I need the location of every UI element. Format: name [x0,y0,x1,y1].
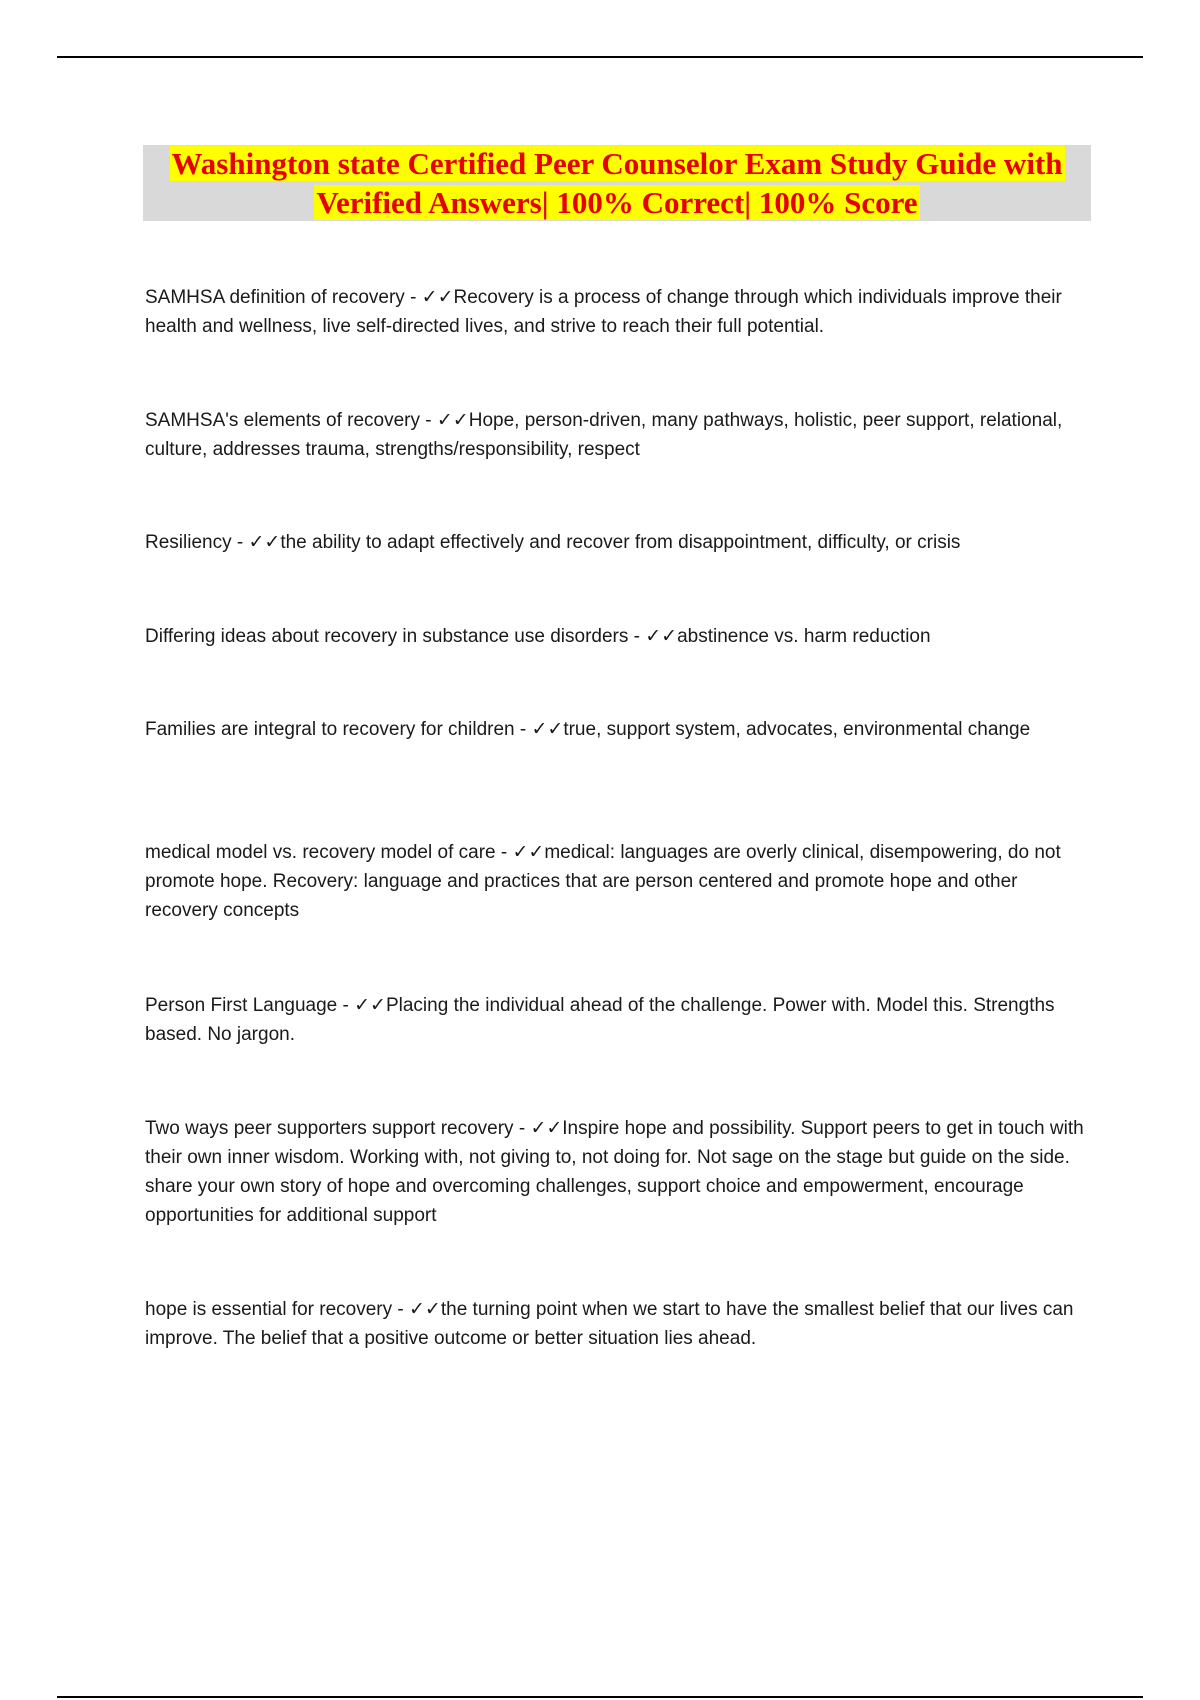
qa-answer: the turning point when we start to have the smallest belief that our lives can improve. The belief that a positive outcome or better situation lies ahead. [145,1299,1074,1349]
qa-item [145,1114,1095,1230]
document-title [143,144,1091,222]
qa-term: SAMHSA's elements of recovery - [145,410,437,431]
qa-term: Families are integral to recovery for children - [145,719,532,740]
qa-answer: medical: languages are overly clinical, disempowering, do not promote hope. Recovery: language and practices that are person centered and promote hope and other recovery concepts [145,842,1061,921]
qa-answer: true, support system, advocates, environmental change [563,719,1031,740]
qa-term: Resiliency - [145,532,249,553]
qa-answer: Inspire hope and possibility. Support peers to get in touch with their own inner wisdom. Working with, not giving to, not doing for. Not sage on the stage but guide on the side. share your own story of hope and overcoming challenges, support choice and empowerment, encourage opportunities for additional support [145,1118,1084,1226]
qa-item [145,622,931,651]
qa-item [145,283,1095,341]
double-check-icon: ✓✓ [530,1117,563,1139]
qa-item [145,1295,1095,1353]
bottom-rule [57,1696,1143,1698]
double-check-icon: ✓✓ [248,531,281,553]
qa-answer: abstinence vs. harm reduction [677,626,931,647]
qa-term: medical model vs. recovery model of care - [145,842,513,863]
qa-item [145,991,1095,1049]
qa-term: hope is essential for recovery - [145,1299,410,1320]
qa-item [145,838,1095,925]
double-check-icon: ✓✓ [354,994,386,1016]
title-banner [143,145,1091,221]
top-rule [57,56,1143,58]
double-check-icon: ✓✓ [645,625,678,647]
double-check-icon: ✓✓ [421,286,454,308]
qa-item [145,715,1030,744]
qa-answer: the ability to adapt effectively and recover from disappointment, difficulty, or crisis [280,532,961,553]
qa-term: Two ways peer supporters support recovery - [145,1118,531,1139]
title-line-2: Verified Answers| 100% Correct| 100% Score [316,185,918,220]
qa-item [145,406,1095,464]
double-check-icon: ✓✓ [409,1298,441,1320]
qa-answer: Placing the individual ahead of the challenge. Power with. Model this. Strengths based. No jargon. [145,995,1055,1045]
qa-term: SAMHSA definition of recovery - [145,287,422,308]
qa-term: Differing ideas about recovery in substance use disorders - [145,626,646,647]
title-line-1: Washington state Certified Peer Counselor Exam Study Guide with [171,146,1063,181]
qa-answer: Recovery is a process of change through which individuals improve their health and wellness, live self-directed lives, and strive to reach their full potential. [145,287,1062,337]
double-check-icon: ✓✓ [512,841,545,863]
qa-term: Person First Language - [145,995,355,1016]
double-check-icon: ✓✓ [531,718,564,740]
double-check-icon: ✓✓ [436,409,469,431]
qa-answer: Hope, person-driven, many pathways, holistic, peer support, relational, culture, addresses trauma, strengths/responsibility, respect [145,410,1063,460]
qa-item [145,528,960,557]
